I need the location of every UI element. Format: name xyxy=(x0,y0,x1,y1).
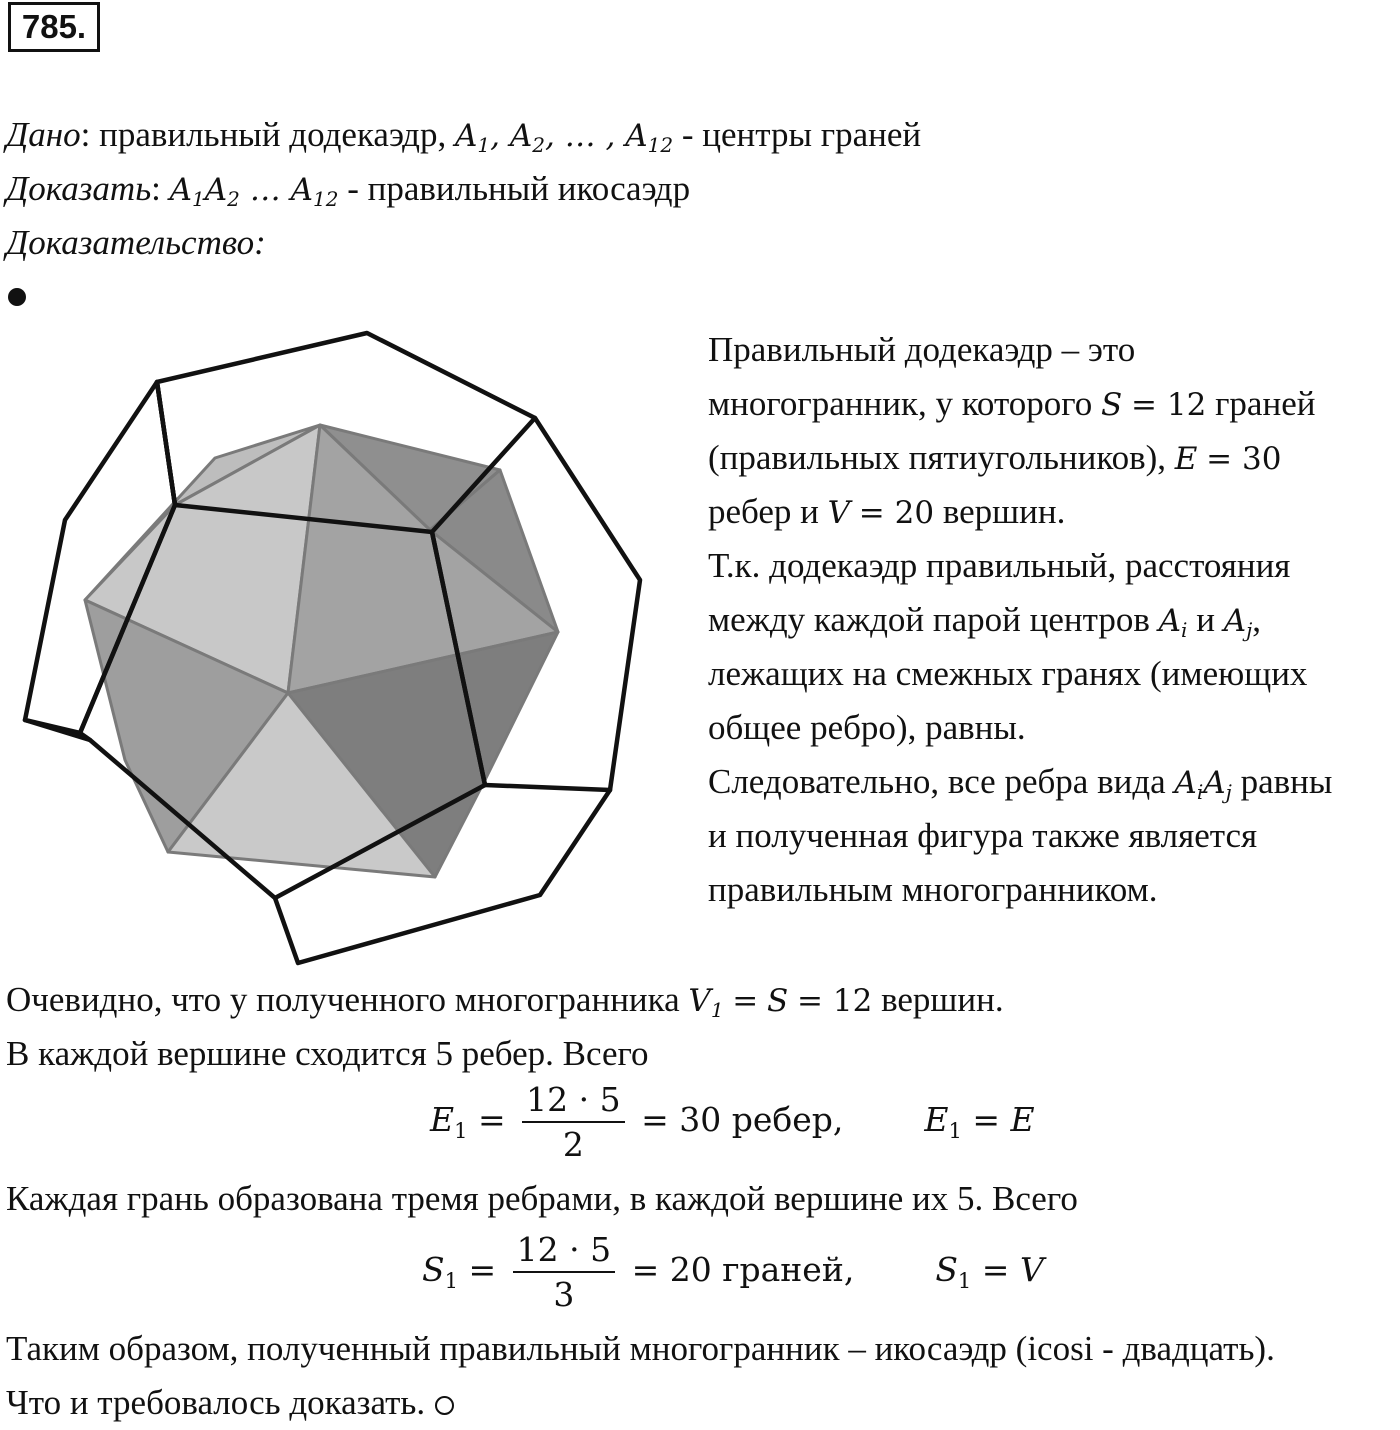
bullet-icon xyxy=(8,288,26,306)
problem-number: 785. xyxy=(8,2,100,52)
formula-edges: $E_1$ = $\frac{12 \cdot 5}{2}$ = 30 ребер, $E_1 = E$ xyxy=(430,1080,1035,1164)
right-line-2: многогранник, у которого S = 12 граней xyxy=(708,384,1316,423)
each-face-line: Каждая грань образована тремя ребрами, в каждой вершине их 5. Всего xyxy=(6,1179,1078,1218)
right-line-6: между каждой парой центров $A_i$ и $A_j$, xyxy=(708,600,1262,642)
formula-faces: $S_1$ = $\frac{12 \cdot 5}{3}$ = 20 граней, $S_1 = V$ xyxy=(422,1230,1044,1314)
right-line-3: (правильных пятиугольников), E = 30 xyxy=(708,438,1282,477)
right-line-8: общее ребро), равны. xyxy=(708,708,1026,747)
dodecahedron-icosahedron-figure xyxy=(0,320,660,970)
each-vertex-line: В каждой вершине сходится 5 ребер. Всего xyxy=(6,1034,649,1073)
right-line-9: Следовательно, все ребра вида $A_iA_j$ равны xyxy=(708,762,1333,804)
right-line-10: и полученная фигура также является xyxy=(708,816,1258,855)
prove-label: Доказать xyxy=(6,169,152,208)
given-centers-text: - центры граней xyxy=(681,115,922,154)
prove-text: - правильный икосаэдр xyxy=(347,169,691,208)
qed-circle-icon xyxy=(435,1396,454,1415)
proof-label: Доказательство: xyxy=(6,223,266,262)
given-label: Дано xyxy=(6,115,81,154)
obvious-line: Очевидно, что у полученного многогранника $V_1 = S = 12$ вершин. xyxy=(6,980,1004,1022)
right-line-4: ребер и V = 20 вершин. xyxy=(708,492,1066,531)
right-line-5: Т.к. додекаэдр правильный, расстояния xyxy=(708,546,1291,585)
right-line-7: лежащих на смежных гранях (имеющих xyxy=(708,654,1308,693)
conclusion-line: Таким образом, полученный правильный многогранник – икосаэдр (icosi - двадцать). xyxy=(6,1329,1275,1368)
given-line: Дано: правильный додекаэдр, $A_1$, $A_2$, … , $A_{12}$ - центры граней xyxy=(6,115,922,157)
right-line-1: Правильный додекаэдр – это xyxy=(708,330,1136,369)
prove-line: Доказать: $A_1A_2$ … $A_{12}$ - правильный икосаэдр xyxy=(6,169,691,211)
given-text: правильный додекаэдр, xyxy=(99,115,447,154)
right-line-11: правильным многогранником. xyxy=(708,870,1158,909)
qed-line: Что и требовалось доказать. xyxy=(6,1376,454,1430)
